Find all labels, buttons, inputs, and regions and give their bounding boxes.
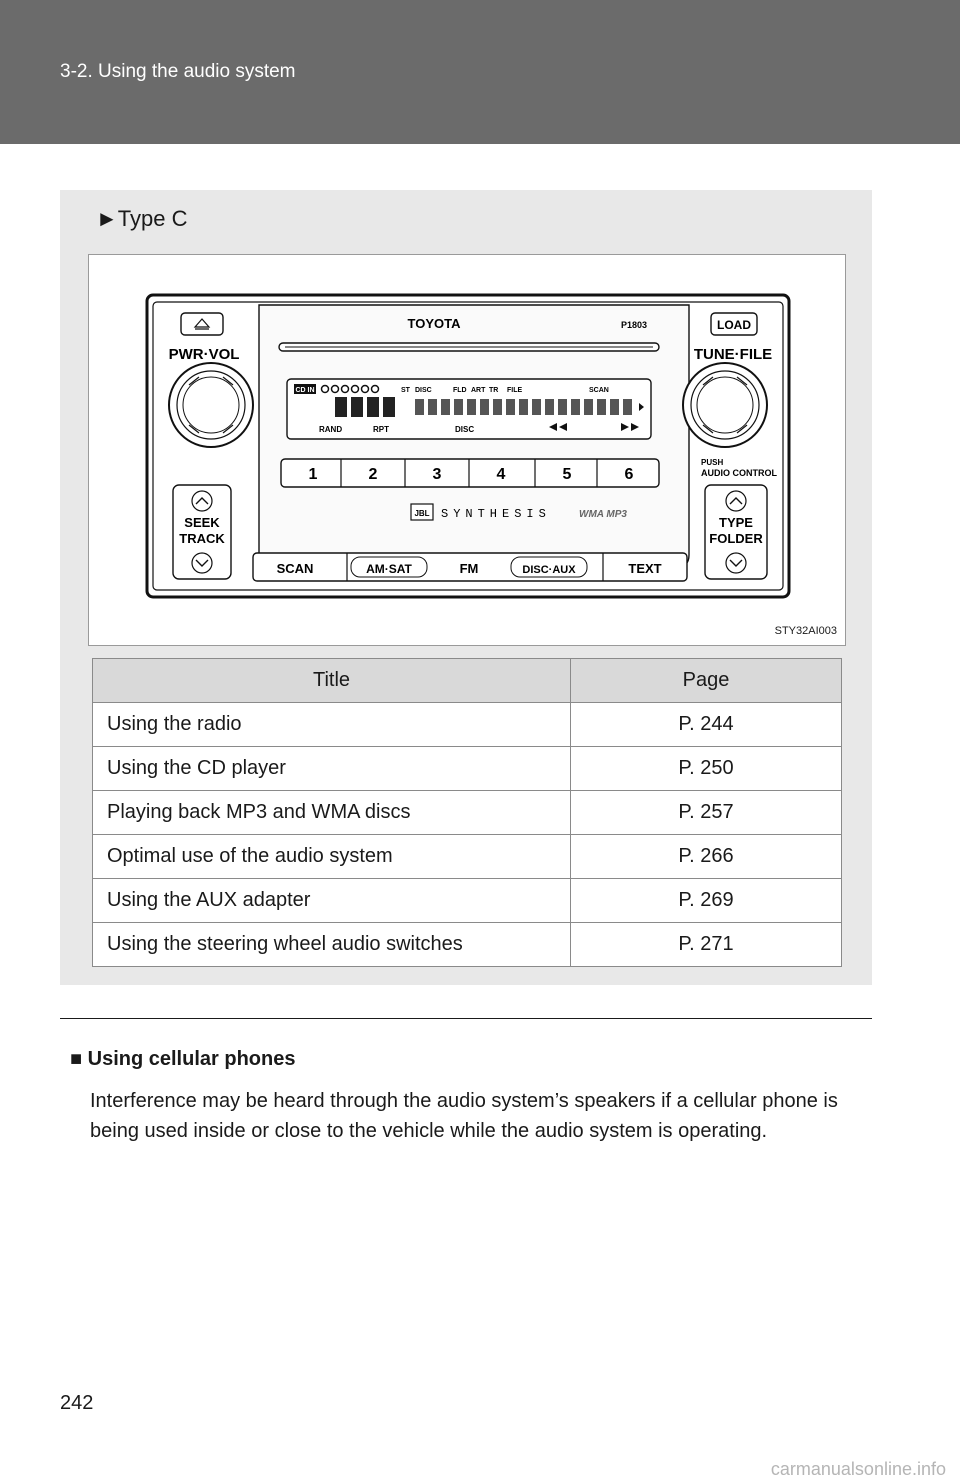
brand-text: TOYOTA	[407, 316, 461, 331]
row-page: P. 266	[571, 835, 842, 879]
preset-3: 3	[432, 466, 442, 483]
preset-6: 6	[624, 466, 634, 483]
preset-5: 5	[562, 466, 572, 483]
type-heading	[96, 206, 187, 232]
load-label: LOAD	[717, 318, 751, 332]
audio-unit-illustration	[89, 255, 845, 645]
page-number: 242	[60, 1392, 94, 1414]
svg-text:JBL: JBL	[414, 509, 430, 518]
table-row	[93, 791, 842, 835]
table-row	[93, 923, 842, 967]
track-label: TRACK	[179, 531, 225, 546]
row-title: Using the AUX adapter	[93, 879, 571, 923]
row-title: Playing back MP3 and WMA discs	[93, 791, 571, 835]
pwr-vol-label: PWR·VOL	[168, 346, 240, 363]
audio-control-label: AUDIO CONTROL	[701, 468, 777, 478]
folder-label: FOLDER	[709, 531, 763, 546]
section-divider	[60, 1018, 872, 1019]
svg-text:ART: ART	[471, 387, 486, 394]
row-title: Using the CD player	[93, 747, 571, 791]
column-header-page: Page	[571, 659, 842, 703]
row-title: Using the radio	[93, 703, 571, 747]
table-row	[93, 879, 842, 923]
svg-text:DISC: DISC	[415, 387, 432, 394]
synthesis-logo: SYNTHESIS	[441, 507, 551, 521]
svg-text:RPT: RPT	[373, 425, 389, 434]
audio-unit-figure	[88, 254, 846, 646]
row-page: P. 269	[571, 879, 842, 923]
preset-4: 4	[496, 466, 506, 483]
note-heading	[70, 1048, 295, 1071]
note-body: Interference may be heard through the audio system’s speakers if a cellular phone is being used inside or close to the vehicle while the audio system is operating.	[90, 1090, 838, 1142]
dot-matrix-text	[415, 399, 632, 415]
svg-text:SCAN: SCAN	[589, 387, 609, 394]
formats-logo: WMA MP3	[579, 509, 627, 520]
row-page: P. 271	[571, 923, 842, 967]
table-row	[93, 703, 842, 747]
svg-text:FLD: FLD	[453, 387, 467, 394]
square-bullet-icon: ■	[70, 1048, 88, 1070]
svg-text:RAND: RAND	[319, 425, 343, 434]
fm-button-label: FM	[459, 561, 479, 576]
push-label: PUSH	[701, 458, 724, 467]
model-text: P1803	[620, 320, 648, 330]
triangle-bullet-icon: ►	[96, 206, 118, 231]
page-header	[0, 0, 960, 144]
watermark: carmanualsonline.info	[770, 1459, 946, 1479]
row-page: P. 257	[571, 791, 842, 835]
preset-bar	[281, 459, 659, 487]
preset-1: 1	[308, 466, 318, 483]
tune-file-knob	[683, 363, 767, 447]
section-title: 3-2. Using the audio system	[60, 61, 296, 82]
disc-aux-button-label: DISC·AUX	[522, 564, 576, 576]
eject-button	[181, 313, 223, 335]
pwr-vol-knob	[169, 363, 253, 447]
figure-code: STY32AI003	[774, 625, 837, 637]
svg-text:DISC: DISC	[455, 425, 475, 434]
row-title: Using the steering wheel audio switches	[93, 923, 571, 967]
svg-text:ST: ST	[401, 387, 410, 394]
content-panel	[60, 190, 872, 985]
text-button-label: TEXT	[628, 561, 662, 576]
table-row	[93, 747, 842, 791]
row-page: P. 244	[571, 703, 842, 747]
type-label: Type C	[117, 206, 188, 231]
am-sat-button-label: AM·SAT	[366, 562, 412, 576]
svg-text:TR: TR	[489, 387, 499, 394]
reference-table	[92, 658, 842, 967]
table-header-row	[93, 659, 842, 703]
tune-file-label: TUNE·FILE	[693, 346, 773, 363]
row-page: P. 250	[571, 747, 842, 791]
preset-2: 2	[368, 466, 378, 483]
type-button-label: TYPE	[719, 515, 753, 530]
cd-in-indicator: CD IN	[295, 387, 315, 394]
scan-button-label: SCAN	[276, 561, 314, 576]
table-row	[93, 835, 842, 879]
column-header-title: Title	[93, 659, 571, 703]
seek-label: SEEK	[184, 515, 220, 530]
row-title: Optimal use of the audio system	[93, 835, 571, 879]
svg-text:FILE: FILE	[507, 387, 523, 394]
note-heading-text: Using cellular phones	[87, 1048, 296, 1070]
